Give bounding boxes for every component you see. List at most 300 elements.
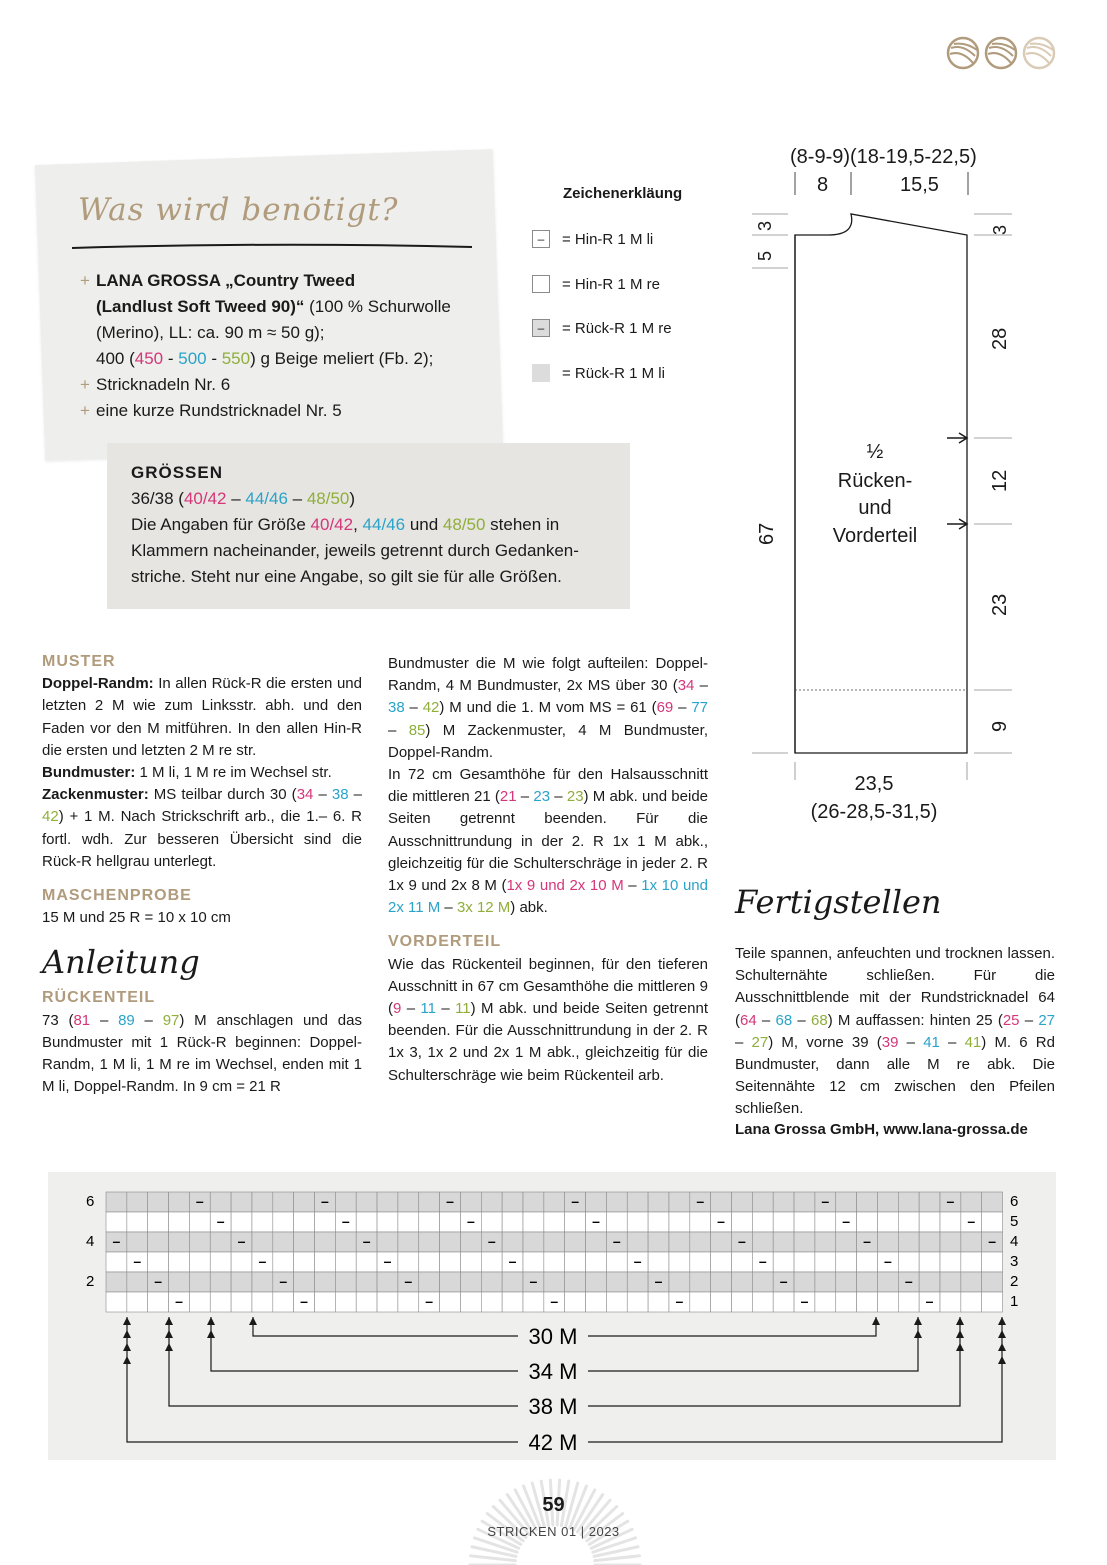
purl-mark: – xyxy=(863,1233,871,1249)
chart-cell xyxy=(815,1252,836,1272)
repeat-arrow xyxy=(998,1317,1006,1325)
dim-right-12: 12 xyxy=(989,469,1011,492)
chart-cell xyxy=(356,1192,377,1212)
purl-mark: – xyxy=(592,1213,600,1229)
symbol-ws-knit-icon: – xyxy=(532,319,550,337)
chart-cell xyxy=(690,1272,711,1292)
para-bundmuster: Bundmuster: 1 M li, 1 M re im Wechsel str. xyxy=(42,764,332,782)
chart-cell xyxy=(481,1192,502,1212)
chart-cell xyxy=(648,1292,669,1312)
heading-fertigstellen: Fertigstellen xyxy=(735,883,942,921)
chart-cell xyxy=(252,1272,273,1292)
para-vorderteil: Wie das Rückenteil beginnen, für den tieferen Ausschnitt in 67 cm Gesamthöhe die mittleren 9 (9 – 11 – 11) M abk. und beide Seiten getrennt beenden. Für die Ausschnittrundung in der 2. R 1x 3, 1x 2 und 2x 1 M abk., gleichzeitig für die Schulterschräge wie beim Rückenteil arb. xyxy=(388,955,708,1084)
chart-cell xyxy=(982,1272,1003,1292)
chart-cell xyxy=(398,1212,419,1232)
chart-cell xyxy=(648,1252,669,1272)
row-label-right: 2 xyxy=(1010,1273,1019,1290)
purl-mark: – xyxy=(446,1193,454,1209)
heading-rueckenteil: RÜCKENTEIL xyxy=(42,989,156,1007)
schematic-top-a: 8 xyxy=(817,174,829,196)
chart-cell xyxy=(460,1192,481,1212)
chart-cell xyxy=(231,1252,252,1272)
purl-mark: – xyxy=(154,1273,163,1289)
dim-right-28: 28 xyxy=(989,327,1011,350)
chart-cell xyxy=(898,1292,919,1312)
chart-cell xyxy=(189,1272,210,1292)
dim-left-67: 67 xyxy=(756,522,778,545)
schematic-top-sizes: (8-9-9)(18-19,5-22,5) xyxy=(790,146,977,168)
chart-cell xyxy=(481,1272,502,1292)
chart-cell xyxy=(669,1212,690,1232)
chart-cell xyxy=(377,1272,398,1292)
schematic-und: und xyxy=(858,497,892,519)
symbol-knit-icon xyxy=(532,275,550,293)
repeat-arrow xyxy=(998,1356,1006,1364)
chart-cell xyxy=(127,1212,148,1232)
chart-cell xyxy=(836,1192,857,1212)
legend-item: – = Hin-R 1 M li xyxy=(532,230,653,248)
chart-cell xyxy=(419,1272,440,1292)
purl-mark: – xyxy=(904,1273,913,1289)
repeat-arrow xyxy=(165,1317,173,1325)
repeat-arrow xyxy=(123,1317,131,1325)
repeat-label: 30 M xyxy=(528,1324,578,1349)
chart-cell xyxy=(919,1192,940,1212)
chart-cell xyxy=(481,1292,502,1312)
chart-cell xyxy=(481,1212,502,1232)
chart-cell xyxy=(586,1272,607,1292)
chart-cell xyxy=(752,1212,773,1232)
purl-mark: – xyxy=(175,1293,183,1309)
chart-cell xyxy=(315,1292,336,1312)
purl-mark: – xyxy=(821,1193,830,1209)
sizes-title: GRÖSSEN xyxy=(131,463,224,482)
chart-cell xyxy=(460,1232,481,1252)
materials-title: Was wird benötigt? xyxy=(78,192,399,228)
chart-cell xyxy=(356,1272,377,1292)
chart-cell xyxy=(398,1252,419,1272)
chart-cell xyxy=(544,1272,565,1292)
chart-cell xyxy=(961,1272,982,1292)
chart-cell xyxy=(544,1212,565,1232)
chart-cell xyxy=(189,1292,210,1312)
chart-cell xyxy=(544,1232,565,1252)
chart-cell xyxy=(940,1292,961,1312)
purl-mark: – xyxy=(654,1273,663,1289)
chart-cell xyxy=(210,1252,231,1272)
repeat-label: 42 M xyxy=(528,1430,578,1455)
dim-left-3: 3 xyxy=(755,220,775,231)
chart-cell xyxy=(231,1272,252,1292)
chart-cell xyxy=(586,1232,607,1252)
chart-cell xyxy=(857,1272,878,1292)
chart-cell xyxy=(982,1252,1003,1272)
chart-cell xyxy=(857,1192,878,1212)
row-label-right: 5 xyxy=(1010,1213,1019,1230)
purl-mark: – xyxy=(133,1253,142,1269)
chart-cell xyxy=(711,1232,732,1252)
purl-mark: – xyxy=(738,1233,746,1249)
chart-cell xyxy=(815,1232,836,1252)
chart-cell xyxy=(273,1292,294,1312)
chart-cell xyxy=(711,1252,732,1272)
chart-cell xyxy=(273,1232,294,1252)
schematic-ruecken: Rücken- xyxy=(837,470,913,492)
purl-mark: – xyxy=(779,1273,788,1289)
chart-cell xyxy=(169,1192,190,1212)
chart-cell xyxy=(377,1232,398,1252)
chart-cell xyxy=(294,1252,315,1272)
chart-cell xyxy=(565,1272,586,1292)
chart-cell xyxy=(440,1272,461,1292)
chart-cell xyxy=(523,1212,544,1232)
chart-cell xyxy=(877,1272,898,1292)
sizes-note: Die Angaben für Größe 40/42, 44/46 und 48/50 stehen in Klammern nacheinander, jeweils getrennt durch Gedankenstriche. Steht nur eine Angabe, so gilt sie für alle Größen. xyxy=(131,515,579,586)
chart-cell xyxy=(669,1192,690,1212)
purl-mark: – xyxy=(842,1213,851,1229)
chart-cell xyxy=(106,1272,127,1292)
chart-cell xyxy=(335,1192,356,1212)
chart-cell xyxy=(252,1192,273,1212)
chart-cell xyxy=(606,1292,627,1312)
para-maschenprobe: 15 M und 25 R = 10 x 10 cm xyxy=(42,909,231,927)
row-label-left: 4 xyxy=(86,1233,95,1250)
chart-cell xyxy=(315,1232,336,1252)
chart-cell xyxy=(961,1232,982,1252)
chart-cell xyxy=(440,1252,461,1272)
purl-mark: – xyxy=(279,1273,288,1289)
chart-cell xyxy=(523,1232,544,1252)
chart-cell xyxy=(127,1292,148,1312)
chart-cell xyxy=(502,1272,523,1292)
chart-cell xyxy=(169,1232,190,1252)
symbol-ws-purl-icon xyxy=(532,364,550,382)
heading-vorderteil: VORDERTEIL xyxy=(388,933,502,951)
material-needles: + Stricknadeln Nr. 6 xyxy=(80,375,231,394)
chart-cell xyxy=(898,1212,919,1232)
chart-cell xyxy=(377,1192,398,1212)
chart-cell xyxy=(210,1232,231,1252)
row-label-right: 4 xyxy=(1010,1233,1019,1250)
chart-cell xyxy=(565,1252,586,1272)
para-doppel-randm: Doppel-Randm: In allen Rück-R die ersten und letzten 2 M wie zum Linksstr. abh. und den Faden vor den M mitführen. In den allen Hin-R die ersten und letzten 2 M re str. xyxy=(42,675,362,759)
chart-cell xyxy=(919,1232,940,1252)
chart-cell xyxy=(982,1292,1003,1312)
chart-cell xyxy=(398,1192,419,1212)
chart-cell xyxy=(315,1252,336,1272)
chart-cell xyxy=(961,1192,982,1212)
chart-cell xyxy=(773,1252,794,1272)
chart-cell xyxy=(606,1212,627,1232)
row-label-left: 6 xyxy=(86,1193,95,1210)
chart-cell xyxy=(606,1252,627,1272)
purl-mark: – xyxy=(216,1213,225,1229)
chart-cell xyxy=(648,1212,669,1232)
repeat-arrow xyxy=(998,1330,1006,1338)
row-label-left: 2 xyxy=(86,1273,95,1290)
repeat-arrow xyxy=(249,1317,257,1325)
repeat-arrow xyxy=(998,1343,1006,1351)
chart-cell xyxy=(148,1252,169,1272)
chart-cell xyxy=(294,1212,315,1232)
purl-mark: – xyxy=(195,1193,204,1209)
purl-mark: – xyxy=(758,1253,767,1269)
chart-cell xyxy=(627,1272,648,1292)
dim-right-23: 23 xyxy=(989,593,1011,616)
chart-cell xyxy=(565,1292,586,1312)
chart-cell xyxy=(148,1212,169,1232)
chart-cell xyxy=(127,1232,148,1252)
magazine-issue: STRICKEN 01 | 2023 xyxy=(487,1524,620,1539)
chart-cell xyxy=(356,1212,377,1232)
repeat-arrow xyxy=(956,1317,964,1325)
purl-mark: – xyxy=(967,1213,976,1229)
purl-mark: – xyxy=(466,1213,475,1229)
column-1 xyxy=(42,651,362,1098)
para-zackenmuster: Zackenmuster: MS teilbar durch 30 (34 – 38 – 42) + 1 M. Nach Strickschrift arb., die 1.– 6. R fortl. wdh. Zur besseren Übersicht sind die Rück-R hellgrau unterlegt. xyxy=(42,786,362,870)
chart-cell xyxy=(419,1192,440,1212)
legend-item: – = Rück-R 1 M re xyxy=(532,319,672,337)
chart-cell xyxy=(961,1292,982,1312)
chart-cell xyxy=(836,1232,857,1252)
chart-cell xyxy=(815,1212,836,1232)
purl-mark: – xyxy=(946,1193,955,1209)
chart-cell xyxy=(898,1192,919,1212)
chart-cell xyxy=(982,1212,1003,1232)
chart-cell xyxy=(732,1272,753,1292)
chart-cell xyxy=(273,1212,294,1232)
chart-cell xyxy=(940,1212,961,1232)
chart-cell xyxy=(690,1252,711,1272)
chart-cell xyxy=(773,1212,794,1232)
chart-cell xyxy=(189,1212,210,1232)
chart-cell xyxy=(252,1292,273,1312)
yarn-icons xyxy=(946,36,1058,70)
chart-cell xyxy=(565,1212,586,1232)
chart-cell xyxy=(231,1212,252,1232)
chart-cell xyxy=(502,1292,523,1312)
chart-cell xyxy=(210,1272,231,1292)
repeat-arrow xyxy=(956,1330,964,1338)
garment-schematic xyxy=(740,140,1040,840)
chart-cell xyxy=(669,1252,690,1272)
repeat-arrow xyxy=(165,1343,173,1351)
chart-cell xyxy=(210,1192,231,1212)
chart-cell xyxy=(836,1272,857,1292)
chart-cell xyxy=(711,1192,732,1212)
yarn-ball-icon xyxy=(948,38,978,68)
material-yarn: + LANA GROSSA „Country Tweed xyxy=(80,271,356,290)
page-number: 59 xyxy=(542,1494,565,1516)
para-rueckenteil: 73 (81 – 89 – 97) M anschlagen und das Bundmuster mit 1 Rück-R beginnen: Doppel-Randm, 1 M li, 1 M re im Wechsel, enden mit 1 M li, Doppel-Randm. In 9 cm = 21 R xyxy=(42,1011,362,1096)
chart-cell xyxy=(711,1272,732,1292)
chart-cell xyxy=(794,1252,815,1272)
chart-cell xyxy=(460,1272,481,1292)
chart-cell xyxy=(523,1192,544,1212)
purl-mark: – xyxy=(529,1273,538,1289)
heading-muster: MUSTER xyxy=(42,653,116,670)
chart-cell xyxy=(148,1232,169,1252)
chart-cell xyxy=(419,1232,440,1252)
chart-cell xyxy=(627,1192,648,1212)
chart-cell xyxy=(544,1192,565,1212)
chart-cell xyxy=(356,1292,377,1312)
chart-cell xyxy=(189,1232,210,1252)
heading-maschenprobe: MASCHENPROBE xyxy=(42,887,192,905)
chart-cell xyxy=(836,1252,857,1272)
column-3 xyxy=(735,943,1055,1121)
chart-cell xyxy=(335,1252,356,1272)
purl-mark: – xyxy=(800,1293,809,1309)
chart-cell xyxy=(794,1192,815,1212)
chart-cell xyxy=(752,1292,773,1312)
chart-cell xyxy=(440,1232,461,1252)
chart-cell xyxy=(481,1252,502,1272)
chart-cell xyxy=(627,1232,648,1252)
chart-cell xyxy=(877,1212,898,1232)
chart-cell xyxy=(398,1232,419,1252)
chart-cell xyxy=(106,1212,127,1232)
chart-cell xyxy=(460,1252,481,1272)
yarn-ball-icon xyxy=(986,38,1016,68)
chart-cell xyxy=(732,1192,753,1212)
chart-cell xyxy=(690,1292,711,1312)
para-halsausschnitt: In 72 cm Gesamthöhe für den Halsausschnitt die mittleren 21 (21 – 23 – 23) M abk. und beide Seiten getrennt beenden. Für die Ausschnittrundung in der 2. R 1x 1 M abk., gleichzeitig für die Schulterschräge in jeder 2. R 1x 9 und 2x 8 M (1x 9 und 2x 10 M – 1x 10 und 2x 11 M – 3x 12 M) abk. xyxy=(388,766,709,917)
sizes-text xyxy=(131,460,621,590)
chart-cell xyxy=(460,1292,481,1312)
repeat-arrow xyxy=(914,1317,922,1325)
chart-cell xyxy=(898,1252,919,1272)
heading-anleitung: Anleitung xyxy=(42,943,200,982)
purl-mark: – xyxy=(675,1293,684,1309)
chart-cell xyxy=(169,1252,190,1272)
chart-cell xyxy=(502,1192,523,1212)
sizes-list: 36/38 (40/42 – 44/46 – 48/50) xyxy=(131,489,356,508)
chart-repeats xyxy=(123,1317,1006,1455)
chart-cell xyxy=(752,1232,773,1252)
chart-cell xyxy=(273,1192,294,1212)
title-underline xyxy=(72,240,472,254)
schematic-vorderteil: Vorderteil xyxy=(832,525,918,547)
purl-mark: – xyxy=(425,1293,434,1309)
purl-mark: – xyxy=(404,1273,413,1289)
chart-cell xyxy=(940,1252,961,1272)
chart-cell xyxy=(377,1212,398,1232)
chart-cell xyxy=(148,1292,169,1312)
chart-cell xyxy=(773,1232,794,1252)
purl-mark: – xyxy=(571,1193,580,1209)
schematic-top-b: 15,5 xyxy=(900,174,939,196)
chart-cell xyxy=(356,1252,377,1272)
repeat-arrow xyxy=(207,1330,215,1338)
purl-mark: – xyxy=(633,1253,642,1269)
purl-mark: – xyxy=(383,1253,392,1269)
chart-cell xyxy=(877,1232,898,1252)
chart-cell xyxy=(794,1272,815,1292)
chart-cell xyxy=(398,1292,419,1312)
chart-cell xyxy=(919,1252,940,1272)
chart-cell xyxy=(627,1292,648,1312)
legend-item: = Hin-R 1 M re xyxy=(532,275,660,293)
chart-cell xyxy=(565,1232,586,1252)
purl-mark: – xyxy=(883,1253,892,1269)
chart-cell xyxy=(690,1212,711,1232)
chart-cell xyxy=(335,1232,356,1252)
chart-cell xyxy=(648,1232,669,1252)
dim-right-3: 3 xyxy=(990,224,1010,235)
chart-cell xyxy=(732,1292,753,1312)
legend-item: = Rück-R 1 M li xyxy=(532,364,665,382)
purl-mark: – xyxy=(112,1233,121,1249)
purl-mark: – xyxy=(696,1193,705,1209)
chart-cell xyxy=(523,1252,544,1272)
chart-cell xyxy=(335,1292,356,1312)
purl-mark: – xyxy=(341,1213,350,1229)
chart-cell xyxy=(627,1212,648,1232)
repeat-arrow xyxy=(165,1330,173,1338)
chart-cell xyxy=(586,1252,607,1272)
sunburst-ornament xyxy=(465,1470,645,1565)
repeat-arrow xyxy=(956,1343,964,1351)
repeat-label: 34 M xyxy=(528,1359,578,1384)
dim-bottom-b: (26-28,5-31,5) xyxy=(810,801,938,823)
chart-cell xyxy=(210,1292,231,1312)
chart-cell xyxy=(606,1192,627,1212)
repeat-arrow xyxy=(123,1330,131,1338)
chart-cell xyxy=(189,1252,210,1272)
chart-cell xyxy=(940,1272,961,1292)
chart-cell xyxy=(315,1272,336,1292)
chart-cell xyxy=(648,1192,669,1212)
chart-cell xyxy=(877,1292,898,1312)
company-credit: Lana Grossa GmbH, www.lana-grossa.de xyxy=(735,1121,1028,1138)
chart-cell xyxy=(815,1292,836,1312)
chart-cell xyxy=(794,1232,815,1252)
chart-cell xyxy=(252,1212,273,1232)
knitting-chart xyxy=(48,1172,1056,1460)
purl-mark: – xyxy=(237,1233,246,1249)
purl-mark: – xyxy=(550,1293,559,1309)
chart-cell xyxy=(106,1292,127,1312)
chart-cell xyxy=(690,1232,711,1252)
row-label-right: 3 xyxy=(1010,1253,1019,1270)
chart-cell xyxy=(440,1212,461,1232)
repeat-arrow xyxy=(207,1317,215,1325)
purl-mark: – xyxy=(612,1233,621,1249)
purl-mark: – xyxy=(717,1213,725,1229)
purl-mark: – xyxy=(925,1293,934,1309)
chart-cell xyxy=(148,1192,169,1212)
repeat-arrow xyxy=(123,1343,131,1351)
chart-cell xyxy=(335,1272,356,1292)
row-label-right: 1 xyxy=(1010,1293,1019,1310)
purl-mark: – xyxy=(508,1253,517,1269)
chart-cell xyxy=(752,1272,773,1292)
chart-cell xyxy=(732,1212,753,1232)
chart-cell xyxy=(857,1212,878,1232)
chart-cell xyxy=(857,1292,878,1312)
purl-mark: – xyxy=(321,1193,329,1209)
materials-list: + LANA GROSSA „Country Tweed (Landlust Soft Tweed 90)“ (100 % Schurwolle (Merino), LL: ca. 90 m ≈ 50 g); 400 (450 - 500 - 550) g Beige meliert (Fb. 2); + Stricknadeln Nr. 6 + eine kurze Rundstricknadel Nr. 5 xyxy=(80,268,500,424)
chart-cell xyxy=(773,1192,794,1212)
repeat-arrow xyxy=(123,1356,131,1364)
chart-cell xyxy=(127,1272,148,1292)
chart-cell xyxy=(523,1292,544,1312)
chart-cell xyxy=(231,1192,252,1212)
dim-right-9: 9 xyxy=(989,720,1011,732)
chart-cell xyxy=(773,1292,794,1312)
chart-grid xyxy=(106,1192,1003,1312)
